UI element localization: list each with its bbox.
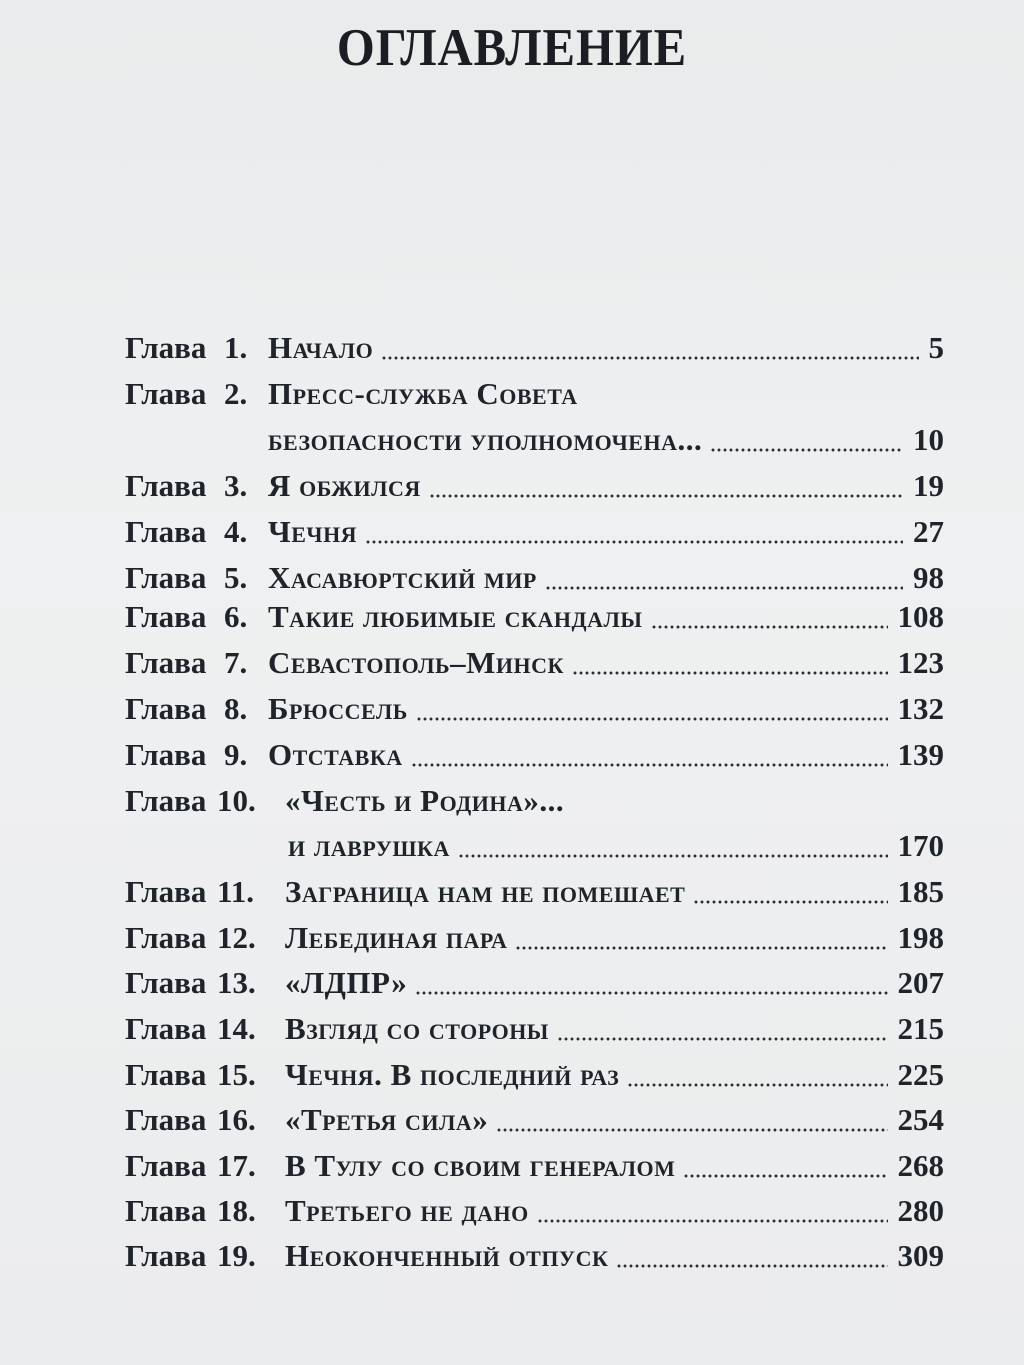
chapter-label: Глава <box>125 1193 207 1228</box>
toc-entry <box>0 1009 1024 1049</box>
chapter-title: В Тулу со своим генералом <box>285 1148 676 1183</box>
page-number: 268 <box>897 1148 944 1183</box>
chapter-number: 1. <box>224 330 248 365</box>
page-number: 198 <box>897 920 944 955</box>
page-number: 108 <box>897 599 944 634</box>
page-number: 254 <box>897 1102 944 1137</box>
chapter-label: Глава <box>125 376 207 411</box>
chapter-title: Хасавюртский мир <box>268 560 537 595</box>
chapter-title-continuation: и лаврушка <box>288 828 450 863</box>
page-title: ОГЛАВЛЕНИЕ <box>336 19 688 77</box>
chapter-label: Глава <box>125 783 207 818</box>
toc-entry <box>0 689 1024 729</box>
page-number: 280 <box>897 1193 944 1228</box>
toc-entry <box>0 512 1024 552</box>
chapter-title: «Третья сила» <box>285 1102 489 1137</box>
chapter-label: Глава <box>125 737 207 772</box>
toc-entry <box>0 781 1024 821</box>
chapter-number: 2. <box>224 376 248 411</box>
leader-dots <box>693 872 888 912</box>
toc-entry <box>0 1236 1024 1276</box>
chapter-title: Севастополь–Минск <box>268 645 564 680</box>
toc-entry <box>0 374 1024 414</box>
chapter-number: 4. <box>224 514 248 549</box>
leader-dots <box>545 558 903 598</box>
chapter-label: Глава <box>125 1011 207 1046</box>
chapter-label: Глава <box>125 1057 207 1092</box>
chapter-title: Я обжился <box>268 468 421 503</box>
page-number: 215 <box>897 1011 944 1046</box>
page-number: 170 <box>897 828 944 863</box>
page-number: 185 <box>897 874 944 909</box>
leader-dots <box>616 1236 888 1276</box>
page-number: 19 <box>913 468 944 503</box>
chapter-label: Глава <box>125 468 207 503</box>
chapter-label: Глава <box>125 874 207 909</box>
toc-entry <box>0 328 1024 368</box>
toc-entry <box>0 963 1024 1003</box>
chapter-title: Чечня <box>268 514 358 549</box>
chapter-label: Глава <box>125 965 207 1000</box>
chapter-label: Глава <box>125 560 207 595</box>
chapter-number: 18. <box>217 1193 256 1228</box>
toc-entry <box>0 597 1024 637</box>
leader-dots <box>627 1055 888 1095</box>
leader-dots <box>381 328 919 368</box>
chapter-label: Глава <box>125 514 207 549</box>
toc-entry <box>0 1146 1024 1186</box>
toc-entry <box>0 558 1024 598</box>
leader-dots <box>458 826 888 866</box>
chapter-label: Глава <box>125 920 207 955</box>
chapter-number: 6. <box>224 599 248 634</box>
chapter-number: 17. <box>217 1148 256 1183</box>
chapter-label: Глава <box>125 645 207 680</box>
chapter-number: 7. <box>224 645 248 680</box>
chapter-title: Лебединая пара <box>285 920 508 955</box>
chapter-title: Взгляд со стороны <box>285 1011 549 1046</box>
leader-dots <box>365 512 903 552</box>
chapter-title: «ЛДПР» <box>285 965 408 1000</box>
chapter-label: Глава <box>125 691 207 726</box>
chapter-label: Глава <box>125 599 207 634</box>
chapter-title: «Честь и Родина»... <box>285 783 565 818</box>
leader-dots <box>411 735 888 775</box>
toc-entry <box>0 918 1024 958</box>
chapter-title: Начало <box>268 330 374 365</box>
page-number: 98 <box>913 560 944 595</box>
chapter-title: Отставка <box>268 737 403 772</box>
leader-dots <box>537 1191 888 1231</box>
chapter-title: Заграница нам не помешает <box>285 874 686 909</box>
chapter-number: 15. <box>217 1057 256 1092</box>
toc-entry <box>0 1100 1024 1140</box>
leader-dots <box>651 597 888 637</box>
leader-dots <box>557 1009 888 1049</box>
toc-entry <box>0 643 1024 683</box>
chapter-number: 12. <box>217 920 256 955</box>
leader-dots <box>415 963 888 1003</box>
chapter-number: 13. <box>217 965 256 1000</box>
page-number: 10 <box>913 422 944 457</box>
chapter-number: 8. <box>224 691 248 726</box>
toc-entry <box>0 466 1024 506</box>
chapter-title: Брюссель <box>268 691 408 726</box>
chapter-title-continuation: безопасности уполномочена... <box>268 422 703 457</box>
toc-entry-continuation <box>0 826 1024 866</box>
chapter-number: 14. <box>217 1011 256 1046</box>
chapter-number: 19. <box>217 1238 256 1273</box>
toc-entry <box>0 1055 1024 1095</box>
chapter-label: Глава <box>125 330 207 365</box>
leader-dots <box>710 420 903 460</box>
page-number: 207 <box>897 965 944 1000</box>
toc-entry-continuation <box>0 420 1024 460</box>
chapter-number: 9. <box>224 737 248 772</box>
page-number: 225 <box>897 1057 944 1092</box>
chapter-number: 5. <box>224 560 248 595</box>
leader-dots <box>496 1100 888 1140</box>
chapter-title: Пресс-служба Совета <box>268 376 578 411</box>
leader-dots <box>572 643 888 683</box>
chapter-number: 11. <box>217 874 255 909</box>
chapter-label: Глава <box>125 1148 207 1183</box>
chapter-number: 3. <box>224 468 248 503</box>
leader-dots <box>683 1146 888 1186</box>
leader-dots <box>515 918 888 958</box>
chapter-number: 16. <box>217 1102 256 1137</box>
toc-entry <box>0 872 1024 912</box>
chapter-title: Неоконченный отпуск <box>285 1238 609 1273</box>
chapter-title: Чечня. В последний раз <box>285 1057 620 1092</box>
page-number: 132 <box>897 691 944 726</box>
chapter-label: Глава <box>125 1102 207 1137</box>
page-number: 139 <box>897 737 944 772</box>
page-number: 5 <box>928 330 944 365</box>
leader-dots <box>416 689 888 729</box>
toc-entry <box>0 1191 1024 1231</box>
chapter-number: 10. <box>217 783 256 818</box>
page-number: 309 <box>897 1238 944 1273</box>
chapter-title: Третьего не дано <box>285 1193 529 1228</box>
toc-entry <box>0 735 1024 775</box>
page-number: 123 <box>897 645 944 680</box>
page-number: 27 <box>913 514 944 549</box>
leader-dots <box>429 466 903 506</box>
chapter-title: Такие любимые скандалы <box>268 599 643 634</box>
chapter-label: Глава <box>125 1238 207 1273</box>
